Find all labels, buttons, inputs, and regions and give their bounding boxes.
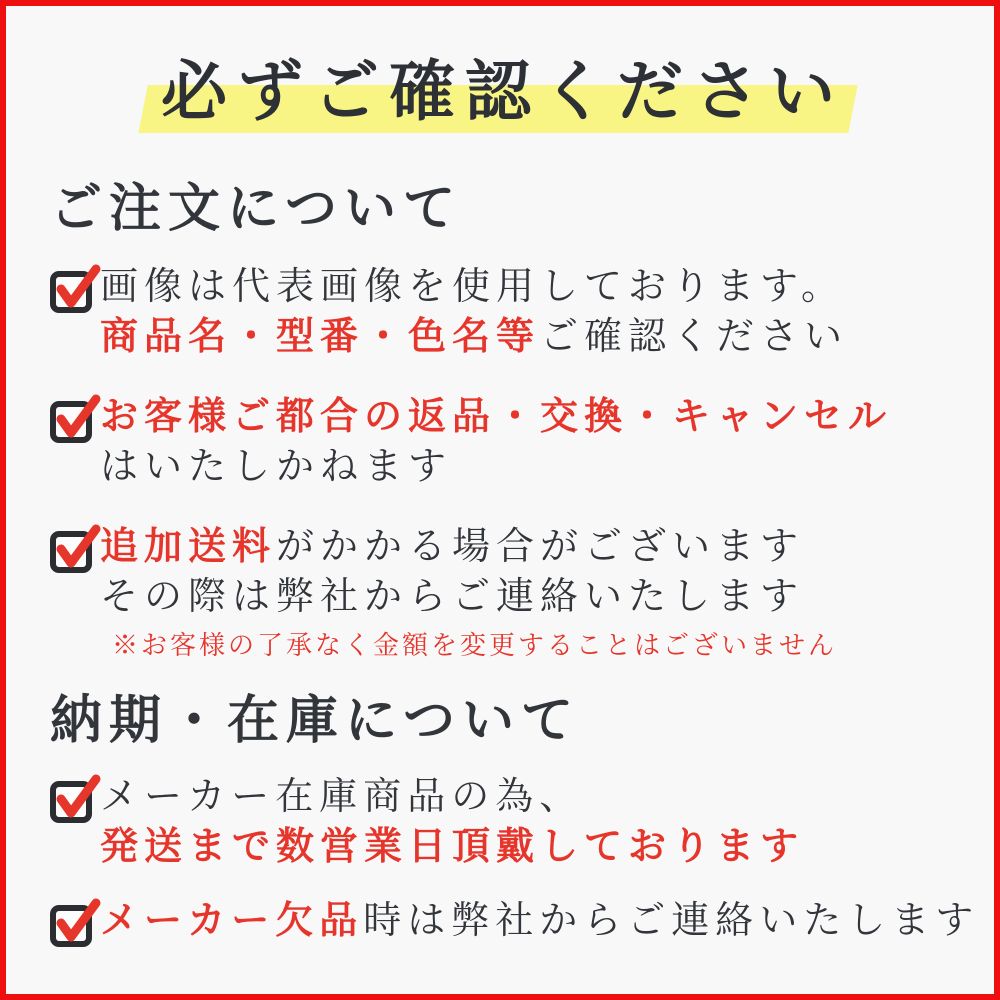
item-text: メーカー在庫商品の為、 [100, 773, 584, 818]
item-line [100, 771, 804, 821]
item-line [100, 391, 892, 441]
page-title-text: 必ずご確認ください [161, 52, 845, 130]
item-text-red: メーカー欠品 [100, 896, 364, 942]
checked-checkbox-icon [50, 775, 96, 821]
section-heading-order: ご注文について [50, 178, 462, 240]
checked-checkbox-icon [50, 525, 96, 571]
item-text-red: 発送まで数営業日頂戴しております [100, 822, 805, 868]
item-text: 時は弊社からご連絡いたします [363, 897, 980, 942]
list-item [50, 391, 956, 491]
item-line [100, 311, 848, 361]
item-text-red: 商品名・型番・色名等 [100, 312, 541, 358]
item-line [100, 261, 848, 311]
item-text-block [100, 391, 892, 491]
list-item [50, 895, 980, 945]
list-item [50, 261, 956, 361]
item-line [100, 571, 837, 621]
item-text-block [100, 261, 848, 361]
item-text-red: お客様ご都合の返品・交換・キャンセル [100, 392, 893, 438]
item-text: ご確認ください [540, 313, 849, 358]
item-line [100, 521, 837, 571]
item-note: ※お客様の了承なく金額を変更することはございません [112, 630, 838, 661]
page-title [161, 52, 845, 131]
item-text-block [100, 895, 979, 945]
item-line [100, 821, 804, 871]
item-line [100, 441, 892, 491]
item-text-block [100, 771, 804, 871]
item-text: はいたしかねます [100, 443, 453, 488]
item-text-block [100, 521, 837, 663]
item-line [100, 895, 979, 945]
section-heading-stock: 納期・在庫について [50, 689, 580, 751]
checked-checkbox-icon [50, 395, 96, 441]
list-item [50, 771, 956, 871]
checked-checkbox-icon [50, 265, 96, 311]
item-text: その際は弊社からご連絡いたします [100, 573, 805, 618]
item-text-red: 追加送料 [100, 522, 277, 568]
checked-checkbox-icon [50, 899, 96, 945]
item-text: 画像は代表画像を使用しております。 [100, 263, 845, 308]
list-item [50, 521, 956, 663]
item-text: がかかる場合がございます [276, 523, 805, 568]
